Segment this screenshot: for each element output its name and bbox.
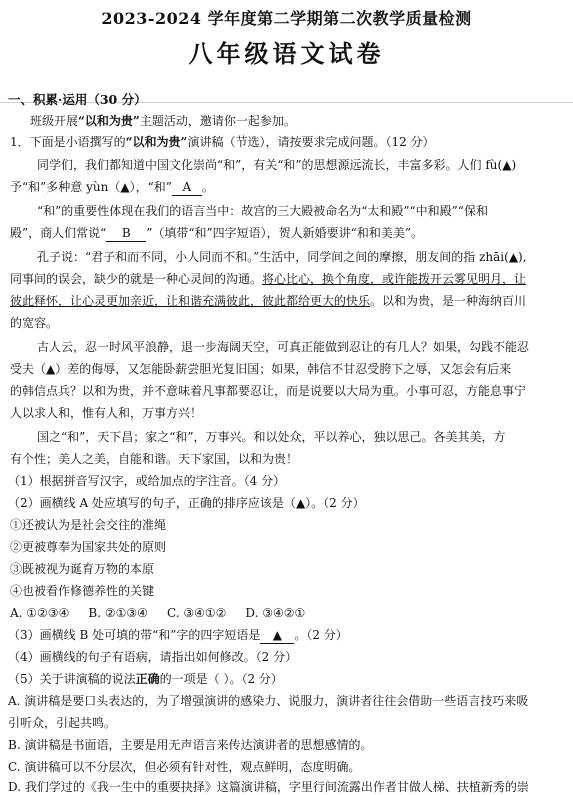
passage-p1-line2: [10, 179, 214, 196]
option-2: ②更被尊奉为国家共处的原则: [10, 540, 167, 554]
underlined-sentence-part1: 将心比心，换个角度，或许能拨开云雾见明月，让: [262, 272, 527, 286]
p1-l1-close: ): [511, 158, 517, 172]
p3-l3-text: 。以和为贵，是一种海纳百川: [370, 294, 527, 308]
passage-p4-line4: 人以求人和，惟有人和，万事方兴！: [10, 406, 203, 420]
q3-text-b: 。（2 分）: [294, 628, 348, 642]
passage-p5-line1: 国之“和”，天下昌；家之“和”，万事兴。和以处众，平以养心，独以思己。各美其美，方: [37, 430, 506, 444]
sub-question-5: [8, 671, 283, 687]
q5-text: （5）关于讲演稿的说法: [8, 672, 136, 686]
choice-options: A. ①②③④ B. ②①③④ C. ③④①② D. ③④②①: [10, 606, 306, 620]
passage-p3-line3: [10, 293, 526, 309]
q2-text-b: ）。（2 分）: [305, 496, 365, 510]
answer-a-line1: A. 演讲稿是要口头表达的，为了增强演讲的感染力、说服力，演讲者往往会借助一些语言技巧来吸: [8, 694, 529, 708]
p1-l2-text: 予“和”多种意 yùn（: [10, 180, 121, 194]
section-intro: [30, 113, 296, 129]
exam-title: 2023-2024 学年度第二学期第二次教学质量检测: [101, 9, 472, 28]
paper-title: 八年级语文试卷: [188, 39, 385, 68]
passage-p1-line1: [37, 157, 516, 173]
intro-theme: “以和为贵”: [78, 114, 140, 128]
sub-question-3: [8, 627, 348, 644]
answer-b: B. 演讲稿是书面语，主要是用无声语言来传达演讲者的思想感情的。: [8, 738, 373, 752]
passage-p4-line1: 古人云，忍一时风平浪静，退一步海阔天空，可真正能做到忍让的有几人？如果，勾践不能忍: [37, 340, 530, 354]
q1-text-a: 1．下面是小语撰写的: [10, 135, 126, 149]
p3-l1-text: 孔子说：“君子和而不同，小人同而不和。”生活中，同学间之间的摩擦，朋友间的指 zhāi(: [37, 250, 509, 264]
blank-a: A: [172, 179, 202, 196]
emphasis-correct: 正确: [135, 672, 160, 686]
q3-text: （3）画横线 B 处可填的带“和”字的四字短语是: [8, 628, 261, 642]
option-4: ④也被看作修德养性的关键: [10, 584, 155, 598]
answer-a-line2: 引听众，引起共鸣。: [8, 716, 117, 730]
sub-question-2: [8, 495, 365, 511]
passage-p3-line4: 的宽容。: [10, 316, 59, 330]
p1-l2-text-b: ），“和”: [129, 180, 172, 194]
q2-text: （2）画横线 A 处应填写的句子，正确的排序应该是（: [8, 496, 296, 510]
p2-l2-text: 殿”，商人们常说“: [10, 226, 107, 240]
p1-l1-text: 同学们，我们都知道中国文化崇尚“和”，有关“和”的思想源远流长，丰富多彩。人们 fù(: [37, 158, 503, 172]
answer-mark: ▲: [502, 158, 512, 172]
answer-mark: ▲: [46, 362, 56, 376]
option-3: ③既被视为诞育万物的本原: [10, 562, 155, 576]
intro-text-b: 主题活动，邀请你一起参加。: [139, 114, 296, 128]
p2-l2-text-b: ”（填带“和”四字短语），贺人新婚要讲“和和美美”。: [146, 226, 423, 240]
question-1-stem: [10, 134, 435, 150]
blank-b: B: [106, 225, 146, 242]
p3-l2-text: 同事间的误会，缺少的就是一种心灵间的沟通。: [10, 272, 263, 286]
p3-l1-close: ),: [518, 250, 527, 264]
p4-l2-text-b: ）差的侮辱，又怎能卧薪尝胆光复旧国；如果，韩信不甘忍受胯下之辱，又怎会有后来: [55, 362, 512, 376]
passage-p4-line3: 的韩信点兵？以和为贵，并不意味着凡事都要忍让，而是说要以大局为重。小事可忍，方能息事宁: [10, 384, 527, 398]
q1-text-b: 演讲稿（节选），请按要求完成问题。（12 分）: [187, 135, 435, 149]
passage-p4-line2: [10, 361, 511, 377]
intro-text-a: 班级开展: [30, 114, 79, 128]
sub-question-4: （4）画横线的句子有语病，请指出如何修改。（2 分）: [8, 650, 298, 664]
option-1: ①还被认为是社会交往的准绳: [10, 518, 167, 532]
passage-p2-line1: “和”的重要性体现在我们的语言当中：故宫的三大殿被命名为“太和殿”“中和殿”“保和: [37, 204, 488, 218]
passage-p5-line2: 有个性；美人之美，自能和谐。天下家国，以和为贵！: [10, 452, 299, 466]
q5-text-b: 的一项是（ ）。（2 分）: [159, 672, 283, 686]
sub-question-1: （1）根据拼音写汉字，或给加点的字注音。（4 分）: [8, 474, 286, 488]
passage-p3-line2: [10, 271, 526, 287]
p4-l2-text: 受夫（: [10, 362, 47, 376]
p1-l2-end: 。: [201, 180, 214, 194]
q1-theme: “以和为贵”: [125, 135, 188, 149]
answer-mark: ▲: [120, 180, 130, 194]
section-heading: 一、积累·运用（30 分）: [8, 92, 147, 107]
passage-p3-line1: [37, 249, 527, 265]
answer-d: D. 我们学过的《我一生中的重要抉择》这篇演讲稿，字里行间流露出作者甘做人梯、扶植新秀的崇: [8, 780, 529, 794]
answer-mark: ▲: [295, 496, 306, 510]
answer-c: C. 演讲稿可以不分层次，但必须有针对性，观点鲜明，态度明确。: [8, 760, 361, 774]
underlined-sentence-part2: 彼此释怀，让心灵更加亲近，让和谐充满彼此，彼此都给更大的快乐: [10, 294, 371, 308]
answer-mark: ▲: [508, 250, 519, 264]
passage-p2-line2: [10, 225, 423, 242]
blank-answer: ▲: [260, 627, 294, 644]
